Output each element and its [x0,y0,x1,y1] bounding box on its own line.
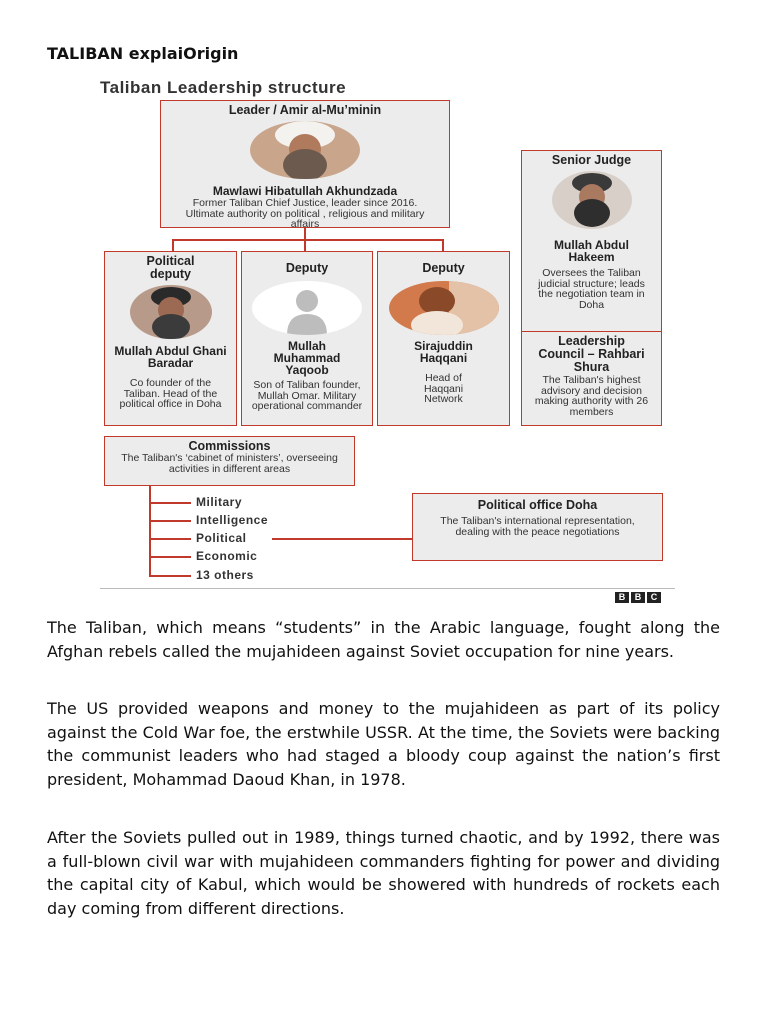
connector-political-deputy [172,239,174,251]
political-office-box [412,493,663,561]
political-deputy-description: Co founder of the Taliban. Head of the political office in Doha [119,377,222,410]
deputy-yaqoob-portrait [252,281,362,335]
deputy-yaqoob-name: Mullah Muhammad Yaqoob [273,339,341,377]
deputy-haqqani-box [377,251,510,426]
commission-item-economic: Economic [196,549,258,563]
connector-commissions-vertical [149,486,151,577]
leader-header: Leader / Amir al-Mu’minin [228,103,382,117]
leadership-council-box [521,331,662,426]
connector-intelligence [149,520,191,522]
commission-item-military: Military [196,495,243,509]
deputy-haqqani-description: Head of Haqqani Network [423,372,464,405]
leader-portrait-icon [250,121,360,179]
political-deputy-portrait-icon [130,285,212,339]
commission-item-others: 13 others [196,568,254,582]
bbc-logo [615,592,661,603]
infographic-bottom-rule [100,588,675,589]
leadership-council-description: The Taliban's highest advisory and decision making authority with 26 members [534,374,649,418]
leadership-council-header: Leadership Council – Rahbari Shura [538,334,645,374]
political-deputy-header: Political deputy [146,254,195,281]
connector-economic [149,556,191,558]
infographic-title: Taliban Leadership structure [100,78,347,97]
connector-political-office [272,538,412,540]
leader-description: Former Taliban Chief Justice, leader since 2016. Ultimate authority on political , religious and military affairs [185,197,425,230]
senior-judge-description: Oversees the Taliban judicial structure; leads the negotiation team in Doha [538,267,645,311]
bbc-logo-letter: C [647,592,661,603]
political-office-header: Political office Doha [477,498,598,512]
commission-item-political: Political [196,531,247,545]
commissions-box [104,436,355,486]
paragraph-1: The Taliban, which means “students” in the Arabic language, fought along the Afghan rebels called the mujahideen against Soviet occupation for nine years. [47,618,720,661]
leader-name: Mawlawi Hibatullah Akhundzada [212,184,398,198]
commission-item-intelligence: Intelligence [196,513,269,527]
political-office-description: The Taliban's international representation, dealing with the peace negotiations [440,515,635,538]
deputy-haqqani-header: Deputy [422,261,465,275]
senior-judge-portrait [552,171,632,229]
connector-deputy-yaqoob [304,239,306,251]
paragraph-2: The US provided weapons and money to the mujahideen as part of its policy against the Cold War foe, the erstwhile USSR. At the time, the Soviets were backing the communist leaders who had staged a bloody coup against the nation’s first president, Mohammad Daoud Khan, in 1978. [47,699,720,789]
document-title: TALIBAN explaiOrigin [47,44,239,63]
political-deputy-name: Mullah Abdul Ghani Baradar [114,344,227,370]
connector-deputy-haqqani [442,239,444,251]
placeholder-person-icon [252,281,362,335]
political-deputy-box [104,251,237,426]
paragraph-3: After the Soviets pulled out in 1989, things turned chaotic, and by 1992, there was a full-blown civil war with mujahideen commanders fighting for power and dividing the capital city of Kabul, which would be showered with hundreds of rockets each day coming from different directions. [47,828,720,918]
deputy-yaqoob-box [241,251,373,426]
senior-judge-header: Senior Judge [551,153,632,167]
deputy-haqqani-portrait-icon [389,281,499,335]
commissions-description: The Taliban's ‘cabinet of ministers’, overseeing activities in different areas [121,452,338,475]
connector-deputies-horizontal [172,239,443,241]
senior-judge-portrait-icon [552,171,632,229]
deputy-yaqoob-description: Son of Taliban founder, Mullah Omar. Military operational commander [251,379,363,412]
political-deputy-portrait [130,285,212,339]
deputy-haqqani-portrait [389,281,499,335]
deputy-haqqani-name: Sirajuddin Haqqani [414,339,473,365]
leader-portrait [250,121,360,179]
senior-judge-name: Mullah Abdul Hakeem [554,238,629,264]
deputy-yaqoob-header: Deputy [285,261,329,275]
connector-others [149,575,191,577]
bbc-logo-letter: B [631,592,645,603]
leader-box [160,100,450,228]
connector-military [149,502,191,504]
connector-political [149,538,191,540]
bbc-logo-letter: B [615,592,629,603]
leadership-infographic [90,72,680,607]
commissions-header: Commissions [188,439,271,453]
